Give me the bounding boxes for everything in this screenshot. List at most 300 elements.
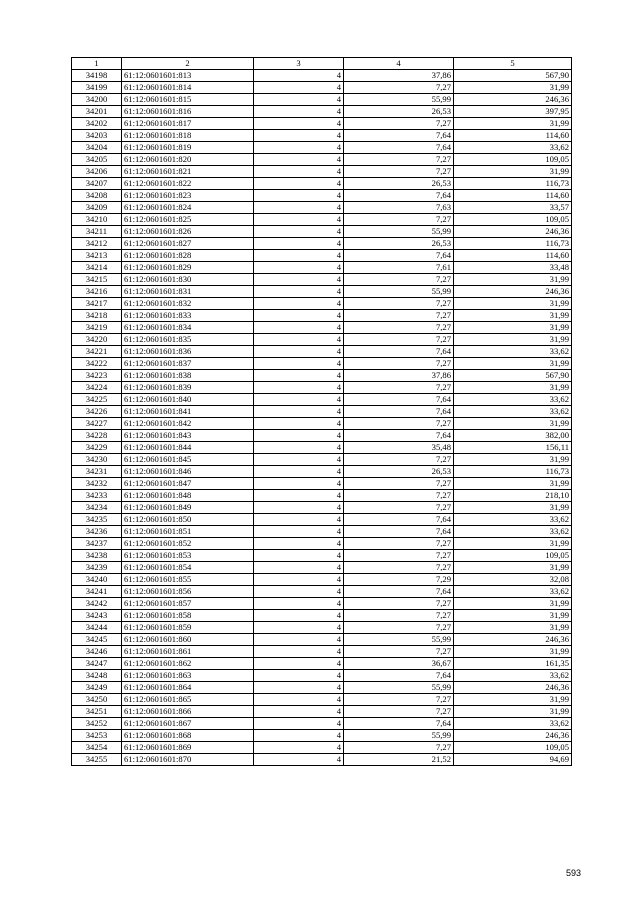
value-a-cell: 7,64 [344, 393, 454, 405]
row-number-cell: 34255 [72, 753, 122, 765]
value-b-cell: 31,99 [454, 621, 572, 633]
value-a-cell: 55,99 [344, 729, 454, 741]
table-row [72, 93, 572, 105]
cadastral-number-cell: 61:12:0601601:830 [122, 273, 254, 285]
row-number-cell: 34252 [72, 717, 122, 729]
row-number-cell: 34242 [72, 597, 122, 609]
row-number-cell: 34233 [72, 489, 122, 501]
value-b-cell: 246,36 [454, 225, 572, 237]
category-code-cell: 4 [254, 117, 344, 129]
row-number-cell: 34213 [72, 249, 122, 261]
table-row [72, 357, 572, 369]
value-b-cell: 33,62 [454, 393, 572, 405]
category-code-cell: 4 [254, 453, 344, 465]
cadastral-number-cell: 61:12:0601601:841 [122, 405, 254, 417]
category-code-cell: 4 [254, 477, 344, 489]
value-a-cell: 7,64 [344, 249, 454, 261]
column-header-5: 5 [454, 58, 572, 70]
table-row [72, 501, 572, 513]
table-row [72, 681, 572, 693]
category-code-cell: 4 [254, 285, 344, 297]
cadastral-number-cell: 61:12:0601601:826 [122, 225, 254, 237]
table-row [72, 417, 572, 429]
category-code-cell: 4 [254, 261, 344, 273]
cadastral-number-cell: 61:12:0601601:869 [122, 741, 254, 753]
value-a-cell: 7,27 [344, 321, 454, 333]
category-code-cell: 4 [254, 393, 344, 405]
cadastral-number-cell: 61:12:0601601:847 [122, 477, 254, 489]
value-b-cell: 31,99 [454, 273, 572, 285]
value-a-cell: 55,99 [344, 285, 454, 297]
value-a-cell: 7,27 [344, 417, 454, 429]
value-a-cell: 7,64 [344, 189, 454, 201]
table-row [72, 213, 572, 225]
category-code-cell: 4 [254, 489, 344, 501]
column-header-4: 4 [344, 58, 454, 70]
value-b-cell: 567,90 [454, 369, 572, 381]
value-b-cell: 33,62 [454, 669, 572, 681]
value-a-cell: 7,27 [344, 117, 454, 129]
cadastral-number-cell: 61:12:0601601:822 [122, 177, 254, 189]
table-row [72, 117, 572, 129]
value-a-cell: 37,86 [344, 369, 454, 381]
category-code-cell: 4 [254, 213, 344, 225]
page-number: 593 [566, 868, 582, 878]
cadastral-number-cell: 61:12:0601601:852 [122, 537, 254, 549]
value-b-cell: 31,99 [454, 321, 572, 333]
table-row [72, 693, 572, 705]
row-number-cell: 34229 [72, 441, 122, 453]
category-code-cell: 4 [254, 93, 344, 105]
value-b-cell: 33,62 [454, 405, 572, 417]
table-row [72, 645, 572, 657]
value-b-cell: 116,73 [454, 237, 572, 249]
row-number-cell: 34201 [72, 105, 122, 117]
table-row [72, 285, 572, 297]
row-number-cell: 34247 [72, 657, 122, 669]
table-row [72, 153, 572, 165]
value-b-cell: 31,99 [454, 453, 572, 465]
cadastral-number-cell: 61:12:0601601:864 [122, 681, 254, 693]
table-row [72, 345, 572, 357]
category-code-cell: 4 [254, 741, 344, 753]
category-code-cell: 4 [254, 273, 344, 285]
category-code-cell: 4 [254, 189, 344, 201]
cadastral-number-cell: 61:12:0601601:855 [122, 573, 254, 585]
category-code-cell: 4 [254, 417, 344, 429]
value-b-cell: 33,57 [454, 201, 572, 213]
value-a-cell: 26,53 [344, 465, 454, 477]
value-a-cell: 7,27 [344, 597, 454, 609]
value-a-cell: 7,27 [344, 693, 454, 705]
table-row [72, 549, 572, 561]
row-number-cell: 34207 [72, 177, 122, 189]
cadastral-number-cell: 61:12:0601601:832 [122, 297, 254, 309]
category-code-cell: 4 [254, 81, 344, 93]
value-b-cell: 31,99 [454, 537, 572, 549]
value-b-cell: 32,08 [454, 573, 572, 585]
row-number-cell: 34254 [72, 741, 122, 753]
table-row [72, 741, 572, 753]
row-number-cell: 34236 [72, 525, 122, 537]
row-number-cell: 34230 [72, 453, 122, 465]
value-a-cell: 7,27 [344, 621, 454, 633]
row-number-cell: 34227 [72, 417, 122, 429]
value-a-cell: 7,27 [344, 501, 454, 513]
cadastral-number-cell: 61:12:0601601:862 [122, 657, 254, 669]
row-number-cell: 34237 [72, 537, 122, 549]
value-a-cell: 26,53 [344, 237, 454, 249]
category-code-cell: 4 [254, 513, 344, 525]
value-a-cell: 7,27 [344, 153, 454, 165]
cadastral-number-cell: 61:12:0601601:823 [122, 189, 254, 201]
value-b-cell: 31,99 [454, 297, 572, 309]
row-number-cell: 34225 [72, 393, 122, 405]
value-a-cell: 55,99 [344, 225, 454, 237]
category-code-cell: 4 [254, 753, 344, 765]
value-a-cell: 36,67 [344, 657, 454, 669]
value-a-cell: 7,64 [344, 525, 454, 537]
row-number-cell: 34198 [72, 69, 122, 81]
category-code-cell: 4 [254, 309, 344, 321]
table-row [72, 249, 572, 261]
cadastral-number-cell: 61:12:0601601:814 [122, 81, 254, 93]
category-code-cell: 4 [254, 717, 344, 729]
table-header [72, 58, 572, 70]
table-row [72, 225, 572, 237]
value-b-cell: 109,05 [454, 213, 572, 225]
table-row [72, 717, 572, 729]
value-b-cell: 31,99 [454, 333, 572, 345]
cadastral-number-cell: 61:12:0601601:835 [122, 333, 254, 345]
value-b-cell: 31,99 [454, 705, 572, 717]
value-a-cell: 7,27 [344, 561, 454, 573]
table-row [72, 273, 572, 285]
category-code-cell: 4 [254, 501, 344, 513]
row-number-cell: 34238 [72, 549, 122, 561]
category-code-cell: 4 [254, 441, 344, 453]
value-a-cell: 7,27 [344, 381, 454, 393]
value-a-cell: 7,27 [344, 477, 454, 489]
row-number-cell: 34220 [72, 333, 122, 345]
value-b-cell: 567,90 [454, 69, 572, 81]
cadastral-number-cell: 61:12:0601601:853 [122, 549, 254, 561]
cadastral-number-cell: 61:12:0601601:866 [122, 705, 254, 717]
table-row [72, 129, 572, 141]
table-row [72, 165, 572, 177]
row-number-cell: 34253 [72, 729, 122, 741]
value-b-cell: 31,99 [454, 501, 572, 513]
value-b-cell: 33,62 [454, 513, 572, 525]
value-a-cell: 7,64 [344, 345, 454, 357]
value-a-cell: 7,27 [344, 273, 454, 285]
category-code-cell: 4 [254, 537, 344, 549]
category-code-cell: 4 [254, 177, 344, 189]
category-code-cell: 4 [254, 105, 344, 117]
value-a-cell: 7,27 [344, 489, 454, 501]
row-number-cell: 34239 [72, 561, 122, 573]
cadastral-number-cell: 61:12:0601601:820 [122, 153, 254, 165]
value-b-cell: 31,99 [454, 609, 572, 621]
cadastral-number-cell: 61:12:0601601:857 [122, 597, 254, 609]
table-row [72, 729, 572, 741]
cadastral-number-cell: 61:12:0601601:837 [122, 357, 254, 369]
value-b-cell: 116,73 [454, 177, 572, 189]
row-number-cell: 34217 [72, 297, 122, 309]
row-number-cell: 34223 [72, 369, 122, 381]
category-code-cell: 4 [254, 609, 344, 621]
category-code-cell: 4 [254, 657, 344, 669]
table-row [72, 573, 572, 585]
table-row [72, 561, 572, 573]
value-a-cell: 55,99 [344, 633, 454, 645]
category-code-cell: 4 [254, 429, 344, 441]
table-row [72, 369, 572, 381]
value-a-cell: 7,29 [344, 573, 454, 585]
cadastral-number-cell: 61:12:0601601:839 [122, 381, 254, 393]
category-code-cell: 4 [254, 573, 344, 585]
value-b-cell: 156,11 [454, 441, 572, 453]
cadastral-number-cell: 61:12:0601601:865 [122, 693, 254, 705]
cadastral-number-cell: 61:12:0601601:821 [122, 165, 254, 177]
category-code-cell: 4 [254, 69, 344, 81]
table-row [72, 609, 572, 621]
value-b-cell: 246,36 [454, 729, 572, 741]
cadastral-number-cell: 61:12:0601601:825 [122, 213, 254, 225]
cadastral-number-cell: 61:12:0601601:867 [122, 717, 254, 729]
category-code-cell: 4 [254, 465, 344, 477]
table-row [72, 333, 572, 345]
table-row [72, 453, 572, 465]
table-row [72, 405, 572, 417]
table-row [72, 441, 572, 453]
value-a-cell: 26,53 [344, 105, 454, 117]
table-row [72, 105, 572, 117]
row-number-cell: 34206 [72, 165, 122, 177]
row-number-cell: 34246 [72, 645, 122, 657]
table-row [72, 237, 572, 249]
category-code-cell: 4 [254, 405, 344, 417]
value-b-cell: 397,95 [454, 105, 572, 117]
category-code-cell: 4 [254, 237, 344, 249]
cadastral-number-cell: 61:12:0601601:834 [122, 321, 254, 333]
cadastral-number-cell: 61:12:0601601:850 [122, 513, 254, 525]
value-a-cell: 35,48 [344, 441, 454, 453]
row-number-cell: 34248 [72, 669, 122, 681]
cadastral-number-cell: 61:12:0601601:860 [122, 633, 254, 645]
table-row [72, 537, 572, 549]
value-a-cell: 21,52 [344, 753, 454, 765]
cadastral-number-cell: 61:12:0601601:848 [122, 489, 254, 501]
table-row [72, 477, 572, 489]
value-a-cell: 7,27 [344, 609, 454, 621]
value-b-cell: 218,10 [454, 489, 572, 501]
value-a-cell: 7,27 [344, 309, 454, 321]
value-a-cell: 7,64 [344, 141, 454, 153]
category-code-cell: 4 [254, 345, 344, 357]
value-b-cell: 109,05 [454, 741, 572, 753]
row-number-cell: 34226 [72, 405, 122, 417]
value-b-cell: 31,99 [454, 645, 572, 657]
category-code-cell: 4 [254, 381, 344, 393]
row-number-cell: 34251 [72, 705, 122, 717]
value-b-cell: 31,99 [454, 417, 572, 429]
value-a-cell: 7,27 [344, 213, 454, 225]
category-code-cell: 4 [254, 645, 344, 657]
cadastral-number-cell: 61:12:0601601:859 [122, 621, 254, 633]
value-a-cell: 7,27 [344, 705, 454, 717]
row-number-cell: 34241 [72, 585, 122, 597]
cadastral-number-cell: 61:12:0601601:856 [122, 585, 254, 597]
table-row [72, 69, 572, 81]
category-code-cell: 4 [254, 705, 344, 717]
value-a-cell: 7,27 [344, 165, 454, 177]
table-row [72, 321, 572, 333]
category-code-cell: 4 [254, 585, 344, 597]
table-row [72, 585, 572, 597]
value-b-cell: 246,36 [454, 93, 572, 105]
table-row [72, 633, 572, 645]
value-a-cell: 7,64 [344, 585, 454, 597]
cadastral-number-cell: 61:12:0601601:851 [122, 525, 254, 537]
category-code-cell: 4 [254, 621, 344, 633]
cadastral-number-cell: 61:12:0601601:833 [122, 309, 254, 321]
cadastral-number-cell: 61:12:0601601:843 [122, 429, 254, 441]
category-code-cell: 4 [254, 669, 344, 681]
value-b-cell: 114,60 [454, 189, 572, 201]
cadastral-number-cell: 61:12:0601601:840 [122, 393, 254, 405]
value-b-cell: 114,60 [454, 249, 572, 261]
category-code-cell: 4 [254, 357, 344, 369]
value-b-cell: 246,36 [454, 633, 572, 645]
value-a-cell: 7,27 [344, 453, 454, 465]
row-number-cell: 34204 [72, 141, 122, 153]
header-row [72, 58, 572, 70]
table-row [72, 705, 572, 717]
table-row [72, 393, 572, 405]
cadastral-number-cell: 61:12:0601601:815 [122, 93, 254, 105]
value-b-cell: 109,05 [454, 153, 572, 165]
cadastral-number-cell: 61:12:0601601:870 [122, 753, 254, 765]
value-a-cell: 7,64 [344, 669, 454, 681]
value-b-cell: 33,62 [454, 345, 572, 357]
table-row [72, 429, 572, 441]
value-b-cell: 31,99 [454, 381, 572, 393]
category-code-cell: 4 [254, 249, 344, 261]
category-code-cell: 4 [254, 369, 344, 381]
table-row [72, 513, 572, 525]
value-a-cell: 7,27 [344, 297, 454, 309]
row-number-cell: 34228 [72, 429, 122, 441]
cadastral-number-cell: 61:12:0601601:845 [122, 453, 254, 465]
row-number-cell: 34232 [72, 477, 122, 489]
row-number-cell: 34216 [72, 285, 122, 297]
value-a-cell: 7,64 [344, 717, 454, 729]
value-b-cell: 246,36 [454, 285, 572, 297]
value-b-cell: 246,36 [454, 681, 572, 693]
table-row [72, 381, 572, 393]
row-number-cell: 34243 [72, 609, 122, 621]
column-header-2: 2 [122, 58, 254, 70]
row-number-cell: 34202 [72, 117, 122, 129]
category-code-cell: 4 [254, 333, 344, 345]
column-header-3: 3 [254, 58, 344, 70]
category-code-cell: 4 [254, 141, 344, 153]
value-a-cell: 7,64 [344, 429, 454, 441]
cadastral-number-cell: 61:12:0601601:824 [122, 201, 254, 213]
value-b-cell: 116,73 [454, 465, 572, 477]
table-row [72, 177, 572, 189]
cadastral-number-cell: 61:12:0601601:854 [122, 561, 254, 573]
value-b-cell: 33,62 [454, 141, 572, 153]
row-number-cell: 34211 [72, 225, 122, 237]
value-b-cell: 109,05 [454, 549, 572, 561]
value-a-cell: 7,27 [344, 81, 454, 93]
value-a-cell: 7,61 [344, 261, 454, 273]
value-b-cell: 31,99 [454, 561, 572, 573]
value-a-cell: 7,27 [344, 537, 454, 549]
value-a-cell: 55,99 [344, 681, 454, 693]
row-number-cell: 34249 [72, 681, 122, 693]
value-b-cell: 94,69 [454, 753, 572, 765]
value-b-cell: 31,99 [454, 117, 572, 129]
row-number-cell: 34235 [72, 513, 122, 525]
row-number-cell: 34203 [72, 129, 122, 141]
row-number-cell: 34208 [72, 189, 122, 201]
cadastral-number-cell: 61:12:0601601:827 [122, 237, 254, 249]
cadastral-number-cell: 61:12:0601601:813 [122, 69, 254, 81]
value-a-cell: 7,64 [344, 405, 454, 417]
category-code-cell: 4 [254, 597, 344, 609]
value-a-cell: 7,27 [344, 645, 454, 657]
row-number-cell: 34205 [72, 153, 122, 165]
table-row [72, 465, 572, 477]
value-b-cell: 31,99 [454, 309, 572, 321]
cadastral-number-cell: 61:12:0601601:819 [122, 141, 254, 153]
table-row [72, 597, 572, 609]
category-code-cell: 4 [254, 297, 344, 309]
cadastral-number-cell: 61:12:0601601:846 [122, 465, 254, 477]
cadastral-number-cell: 61:12:0601601:844 [122, 441, 254, 453]
category-code-cell: 4 [254, 321, 344, 333]
row-number-cell: 34219 [72, 321, 122, 333]
row-number-cell: 34240 [72, 573, 122, 585]
table-row [72, 657, 572, 669]
cadastral-number-cell: 61:12:0601601:842 [122, 417, 254, 429]
value-a-cell: 7,64 [344, 129, 454, 141]
cadastral-number-cell: 61:12:0601601:868 [122, 729, 254, 741]
table-row [72, 81, 572, 93]
cadastral-number-cell: 61:12:0601601:818 [122, 129, 254, 141]
category-code-cell: 4 [254, 165, 344, 177]
cadastral-number-cell: 61:12:0601601:861 [122, 645, 254, 657]
category-code-cell: 4 [254, 681, 344, 693]
value-a-cell: 7,27 [344, 549, 454, 561]
row-number-cell: 34215 [72, 273, 122, 285]
table-row [72, 621, 572, 633]
category-code-cell: 4 [254, 693, 344, 705]
value-b-cell: 31,99 [454, 357, 572, 369]
table-body [72, 69, 572, 765]
cadastral-number-cell: 61:12:0601601:831 [122, 285, 254, 297]
row-number-cell: 34222 [72, 357, 122, 369]
row-number-cell: 34212 [72, 237, 122, 249]
table-row [72, 201, 572, 213]
value-b-cell: 33,62 [454, 585, 572, 597]
table-row [72, 753, 572, 765]
row-number-cell: 34199 [72, 81, 122, 93]
row-number-cell: 34200 [72, 93, 122, 105]
